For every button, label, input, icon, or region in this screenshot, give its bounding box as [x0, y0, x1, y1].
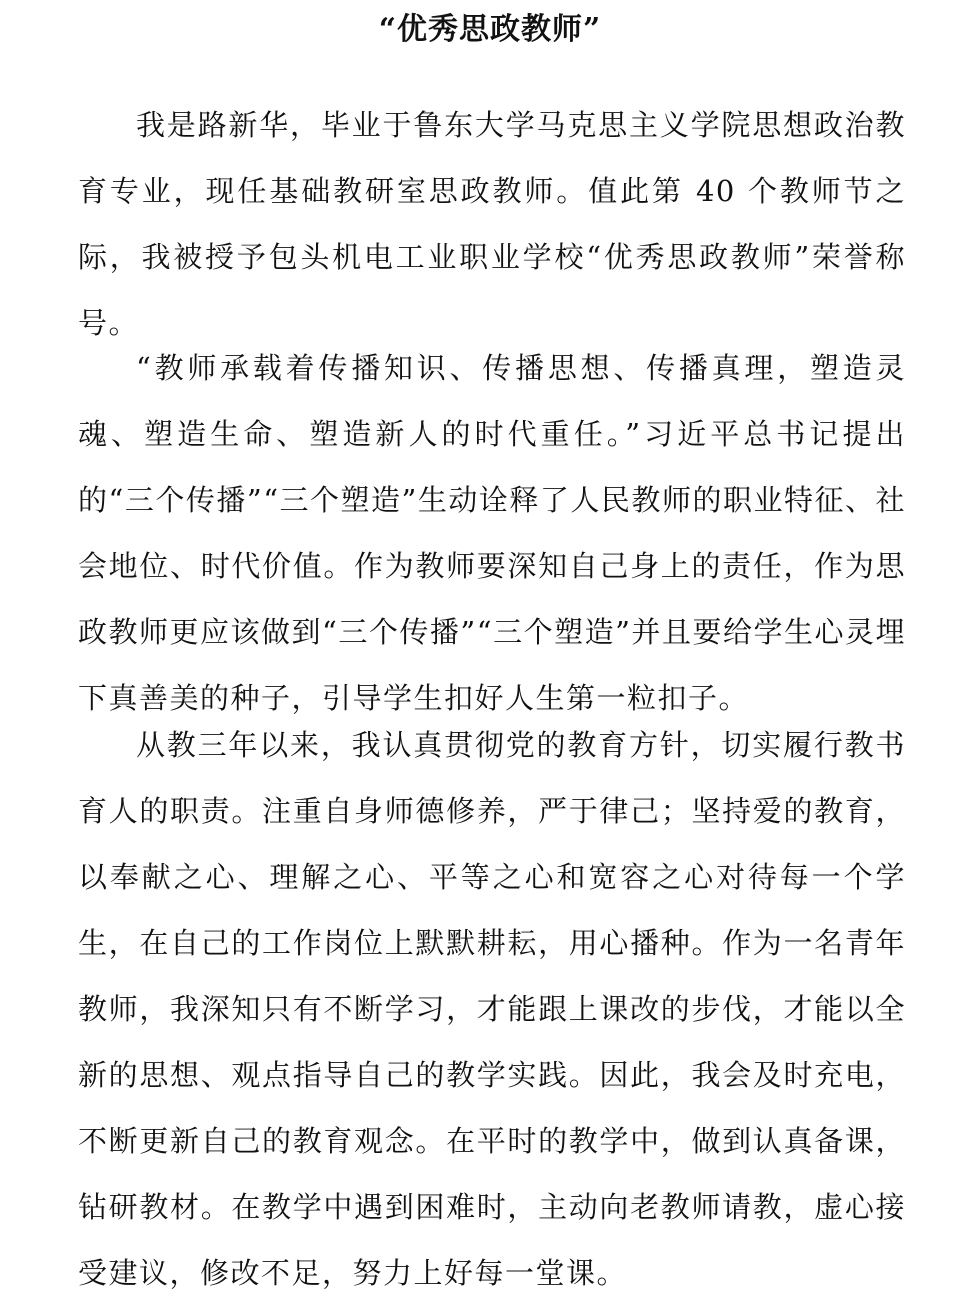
document-title: “优秀思政教师”	[378, 12, 602, 47]
paragraph-teacher-responsibility: “教师承载着传播知识、传播思想、传播真理，塑造灵魂、塑造生命、塑造新人的时代重任。”习近平总书记提出的“三个传播”“三个塑造”生动诠释了人民教师的职业特征、社会地位、时代价值。作为教师要深知自己身上的责任，作为思政教师更应该做到“三个传播”“三个塑造”并且要给学生心灵埋下真善美的种子，引导学生扣好人生第一粒扣子。	[78, 351, 906, 715]
paragraph-intro: 我是路新华，毕业于鲁东大学马克思主义学院思想政治教育专业，现任基础教研室思政教师。值此第 40 个教师节之际，我被授予包头机电工业职业学校“优秀思政教师”荣誉称号。	[78, 108, 906, 340]
paragraph-teaching-experience: 从教三年以来，我认真贯彻党的教育方针，切实履行教书育人的职责。注重自身师德修养，严于律己；坚持爱的教育，以奉献之心、理解之心、平等之心和宽容之心对待每一个学生，在自己的工作岗位上默默耕耘，用心播种。作为一名青年教师，我深知只有不断学习，才能跟上课改的步伐，才能以全新的思想、观点指导自己的教学实践。因此，我会及时充电，不断更新自己的教育观念。在平时的教学中，做到认真备课，钻研教材。在教学中遇到困难时，主动向老教师请教，虚心接受建议，修改不足，努力上好每一堂课。	[78, 728, 906, 1290]
